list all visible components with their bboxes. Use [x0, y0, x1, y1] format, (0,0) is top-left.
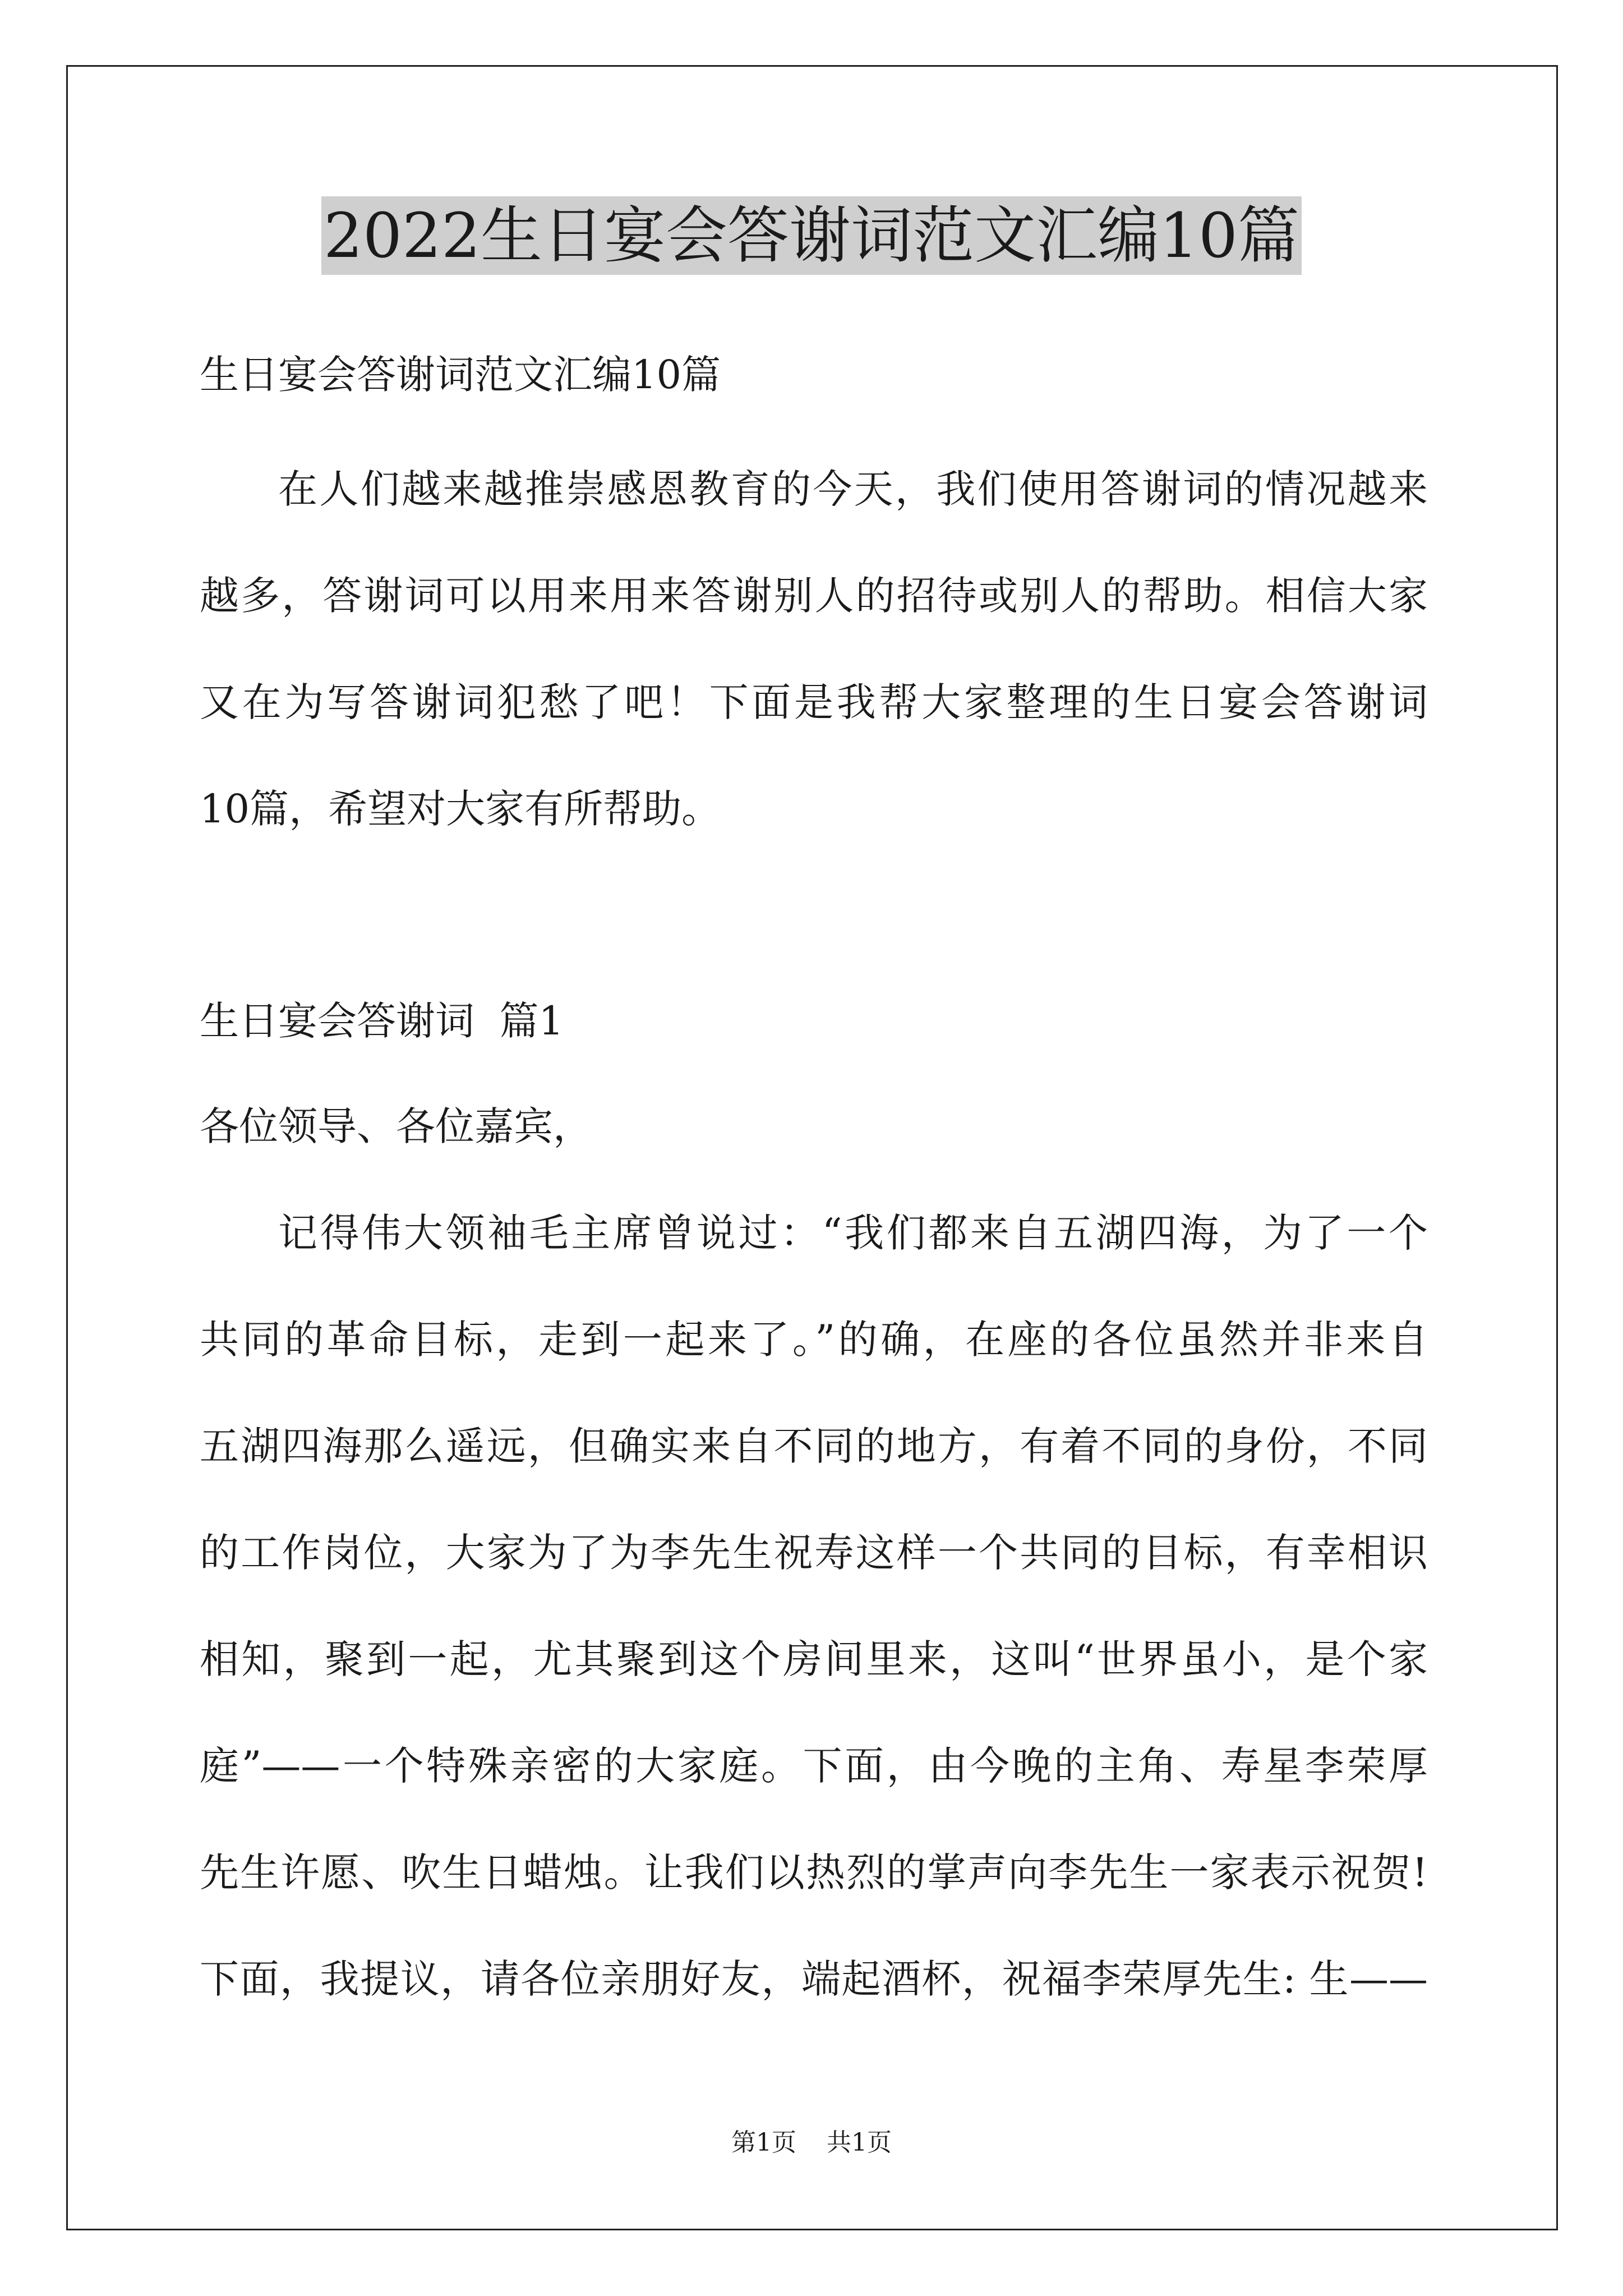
document-title: 2022生日宴会答谢词范文汇编10篇 [321, 196, 1302, 275]
intro-line: 在人们越来越推崇感恩教育的今天，我们使用答谢词的情况越来 [278, 466, 1428, 512]
page-number: 第1页 [731, 2128, 796, 2157]
body-line: 相知，聚到一起，尤其聚到这个房间里来，这叫“世界虽小，是个家 [200, 1636, 1428, 1682]
body-line: 下面，我提议，请各位亲朋好友，端起酒杯，祝福李荣厚先生: 生—— [200, 1956, 1428, 2002]
intro-line: 越多，答谢词可以用来用来答谢别人的招待或别人的帮助。相信大家 [200, 573, 1428, 619]
title-area [0, 196, 1623, 275]
intro-line: 10篇，希望对大家有所帮助。 [200, 786, 721, 832]
body-line: 记得伟大领袖毛主席曾说过：“我们都来自五湖四海，为了一个 [278, 1210, 1428, 1256]
document-subtitle: 生日宴会答谢词范文汇编10篇 [200, 352, 721, 398]
page-total: 共1页 [827, 2128, 892, 2157]
salutation: 各位领导、各位嘉宾， [200, 1103, 592, 1149]
page-footer [0, 2126, 1623, 2160]
body-line: 的工作岗位，大家为了为李先生祝寿这样一个共同的目标，有幸相识 [200, 1530, 1428, 1576]
section-heading: 生日宴会答谢词 篇1 [200, 998, 564, 1044]
body-line: 共同的革命目标，走到一起来了。”的确，在座的各位虽然并非来自 [200, 1317, 1428, 1363]
intro-line: 又在为写答谢词犯愁了吧！下面是我帮大家整理的生日宴会答谢词 [200, 679, 1428, 725]
body-line: 先生许愿、吹生日蜡烛。让我们以热烈的掌声向李先生一家表示祝贺! [200, 1849, 1428, 1895]
body-line: 庭”——一个特殊亲密的大家庭。下面，由今晚的主角、寿星李荣厚 [200, 1743, 1428, 1789]
body-line: 五湖四海那么遥远，但确实来自不同的地方，有着不同的身份，不同 [200, 1423, 1428, 1469]
